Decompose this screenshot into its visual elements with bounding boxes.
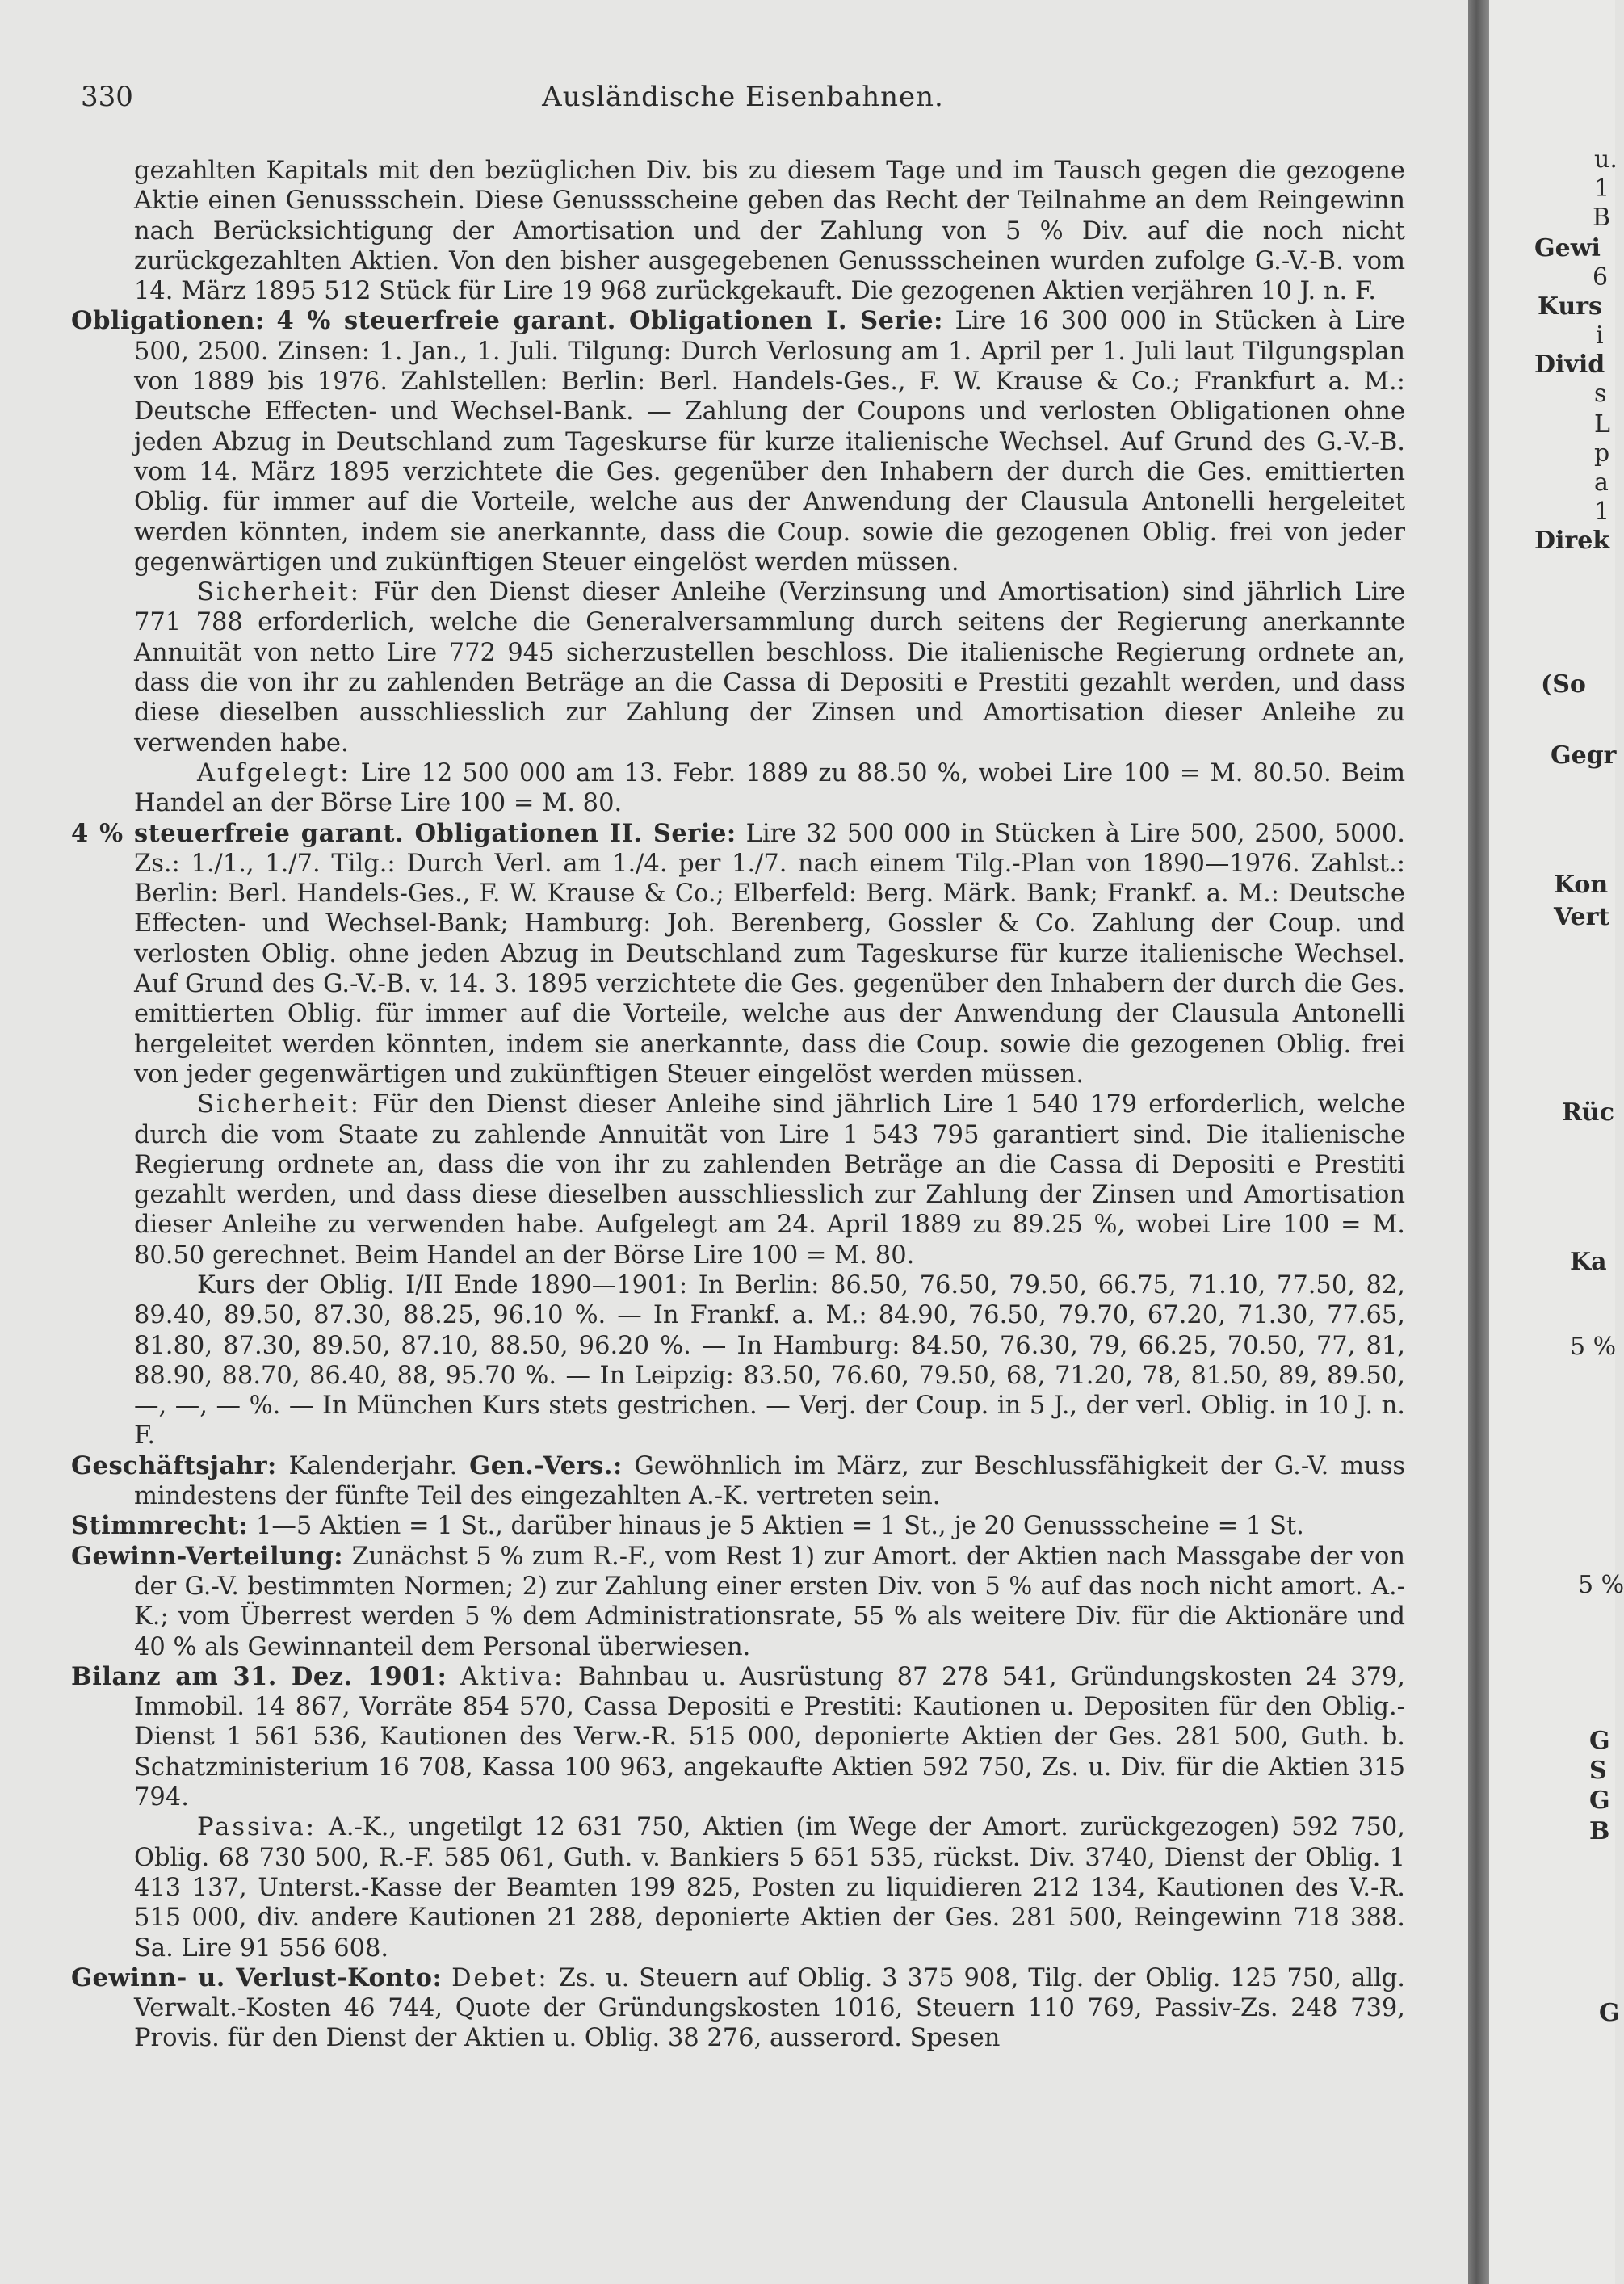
obligationen-serie-2-text: Lire 32 500 000 in Stücken à Lire 500, 2500, 5000. Zs.: 1./1., 1./7. Tilg.: Durch Verl. am 1./4. per 1./7. nach einem Tilg.-Plan von 1890—1976. Zahlst.: Berlin: Berl. Handels-Ges., F. W. Krause & Co.; Elberfeld: Berg. Märk. Bank; Frankf. a. M.: Deutsche Effecten- und Wechsel-Bank; Hamburg: Joh. Berenberg, Gossler & Co. Zahlung der Coup. und verlosten Oblig. ohne jeden Abzug in Deutschland zum Tageskurse für kurze italienische Wechsel. Auf Grund des G.-V.-B. v. 14. 3. 1895 verzichtete die Ges. gegenüber den Inhabern der durch die Ges. emittierten Oblig. für immer auf die Vorteile, welche aus der Anwendung der Clausula Antonelli hergeleitet werden könnten, indem sie anerkannte, dass die Coup. sowie die gezogenen Oblig. frei von jeder gegenwärtigen und zukünftigen Steuer eingelöst werden müssen.: [134, 819, 1406, 1089]
gewinn-verlust-konto-label: Gewinn- u. Verlust-Konto:: [71, 1963, 443, 1992]
page-number: 330: [81, 81, 133, 113]
aktiva-text: Bahnbau u. Ausrüstung 87 278 541, Gründungskosten 24 379, Immobil. 14 867, Vorräte 854 570, Cassa Depositi e Prestiti: Kautionen u. Depositen für den Oblig.-Dienst 1 561 536, Kautionen des Verw.-R. 515 000, deponierte Aktien der Ges. 281 500, Guth. b. Schatzministerium 16 708, Kassa 100 963, angekaufte Aktien 592 750, Zs. u. Div. für die Aktien 315 794.: [134, 1662, 1405, 1812]
facing-page-fragment: L: [1594, 410, 1610, 439]
facing-page-fragment: Ka: [1570, 1248, 1607, 1276]
book-gutter: [1468, 0, 1489, 2284]
facing-page-fragment: Direk: [1534, 527, 1610, 555]
paragraph-gewinn-verteilung: [71, 1542, 1405, 1662]
facing-page-fragment: p: [1594, 439, 1610, 468]
paragraph-obligationen-serie-2: [71, 819, 1405, 1090]
paragraph-genussscheine: gezahlten Kapitals mit den bezüglichen Div. bis zu diesem Tage und im Tausch gegen die gezogene Aktie einen Genussschein. Diese Genussscheine geben das Recht der Teilnahme an dem Reingewinn nach Berücksichtigung der Amortisation und der Zahlung von 5 % Div. auf die noch nicht zurückgezahlten Aktien. Von den bisher ausgegebenen Genussscheinen wurden zufolge G.-V.-B. vom 14. März 1895 512 Stück für Lire 19 968 zurückgekauft. Die gezogenen Aktien verjähren 10 J. n. F.: [134, 157, 1405, 306]
paragraph-kurs: Kurs der Oblig. I/II Ende 1890—1901: In Berlin: 86.50, 76.50, 79.50, 66.75, 71.10, 77.50, 82, 89.40, 89.50, 87.30, 88.25, 96.10 %. — In Frankf. a. M.: 84.90, 76.50, 79.70, 67.20, 71.30, 77.65, 81.80, 87.30, 89.50, 87.10, 88.50, 96.20 %. — In Hamburg: 84.50, 76.30, 79, 66.25, 70.50, 77, 81, 88.90, 88.70, 86.40, 88, 95.70 %. — In Leipzig: 83.50, 76.60, 79.50, 68, 71.20, 78, 81.50, 89, 89.50, —, —, — %. — In München Kurs stets gestrichen. — Verj. der Coup. in 5 J., der verl. Oblig. in 10 J. n. F.: [134, 1270, 1405, 1451]
facing-page-fragment: i: [1596, 321, 1604, 350]
facing-page-fragment: Divid: [1534, 351, 1605, 379]
aktiva-label: Aktiva:: [460, 1662, 565, 1691]
sicherheit-text-2: Für den Dienst dieser Anleihe sind jährlich Lire 1 540 179 erforderlich, welche durch die vom Staate zu zahlende Annuität von Lire 1 543 795 garantiert sind. Die italienische Regierung ordnete an, dass die von ihr zu zahlenden Beträge an die Cassa di Depositi e Prestiti gezahlt werden, und dass diese dieselben ausschliesslich zur Zahlung der Zinsen und Amortisation dieser Anleihe zu verwenden habe. Aufgelegt am 24. April 1889 zu 89.25 %, wobei Lire 100 = M. 80.50 gerechnet. Beim Handel an der Börse Lire 100 = M. 80.: [134, 1090, 1406, 1270]
geschaeftsjahr-text: Kalenderjahr.: [288, 1451, 458, 1480]
geschaeftsjahr-label: Geschäftsjahr:: [71, 1451, 277, 1480]
paragraph-geschaeftsjahr: [71, 1451, 1405, 1512]
facing-page-fragment: 1: [1594, 174, 1610, 203]
paragraph-aufgelegt-1: [71, 758, 1405, 819]
sicherheit-label-2: Sicherheit:: [197, 1090, 361, 1119]
facing-page-fragment: G: [1589, 1786, 1610, 1815]
facing-page-fragment: Kon: [1554, 871, 1609, 899]
running-title: Ausländische Eisenbahnen.: [542, 81, 944, 113]
facing-page-fragment: (So: [1541, 670, 1586, 699]
facing-page-fragment: a: [1594, 468, 1609, 497]
obligationen-serie-2-title: 4 % steuerfreie garant. Obligationen II. Serie:: [71, 818, 736, 848]
aufgelegt-text-1: Lire 12 500 000 am 13. Febr. 1889 zu 88.50 %, wobei Lire 100 = M. 80.50. Beim Handel an der Börse Lire 100 = M. 80.: [134, 758, 1405, 818]
page-header: [81, 81, 1405, 121]
stimmrecht-text: 1—5 Aktien = 1 St., darüber hinaus je 5 Aktien = 1 St., je 20 Genussscheine = 1 St.: [256, 1512, 1304, 1541]
sicherheit-text-1: Für den Dienst dieser Anleihe (Verzinsung und Amortisation) sind jährlich Lire 771 788 erforderlich, welche die Generalversammlung durch seitens der Regierung anerkannte Annuität von netto Lire 772 945 sicherzustellen beschloss. Die italienische Regierung ordnete an, dass die von ihr zu zahlenden Beträge an die Cassa di Depositi e Prestiti gezahlt werden, und dass diese dieselben ausschliesslich zur Zahlung der Zinsen und Amortisation dieser Anleihe zu verwenden habe.: [134, 578, 1405, 758]
gewinn-verteilung-label: Gewinn-Verteilung:: [71, 1541, 344, 1571]
facing-page-fragment: Kurs: [1538, 292, 1602, 321]
gewinn-verteilung-text: Zunächst 5 % zum R.-F., vom Rest 1) zur Amort. der Aktien nach Massgabe der von der G.-V. bestimmten Normen; 2) zur Zahlung einer ersten Div. von 5 % auf das noch nicht amort. A.-K.; vom Überrest werden 5 % dem Administrationsrate, 55 % als weitere Div. für die Aktionäre und 40 % als Gewinnanteil dem Personal überwiesen.: [134, 1542, 1405, 1661]
stimmrecht-label: Stimmrecht:: [71, 1511, 249, 1541]
paragraph-sicherheit-2: [71, 1090, 1405, 1270]
obligationen-heading: Obligationen:: [71, 306, 265, 336]
paragraph-bilanz: [71, 1662, 1405, 1812]
obligationen-serie-1-text: Lire 16 300 000 in Stücken à Lire 500, 2500. Zinsen: 1. Jan., 1. Juli. Tilgung: Durch Verlosung am 1. April per 1. Juli laut Tilgungsplan von 1889 bis 1976. Zahlstellen: Berlin: Berl. Handels-Ges., F. W. Krause & Co.; Frankfurt a. M.: Deutsche Effecten- und Wechsel-Bank. — Zahlung der Coupons und verlosten Obligationen ohne jeden Abzug in Deutschland zum Tageskurse für kurze italienische Wechsel. Auf Grund des G.-V.-B. vom 14. März 1895 verzichtete die Ges. gegenüber den Inhabern der durch die Ges. emittierten Oblig. für immer auf die Vorteile, welche aus der Anwendung der Clausula Antonelli hergeleitet werden könnten, indem sie anerkannte, dass die Coup. sowie die gezogenen Oblig. frei von jeder gegenwärtigen und zukünftigen Steuer eingelöst werden müssen.: [134, 307, 1406, 577]
passiva-label: Passiva:: [197, 1813, 317, 1842]
sicherheit-label-1: Sicherheit:: [197, 578, 361, 607]
facing-page-fragment: Gegr: [1551, 741, 1617, 770]
gewinn-verlust-konto-text: Zs. u. Steuern auf Oblig. 3 375 908, Tilg. der Oblig. 125 750, allg. Verwalt.-Kosten 46 744, Quote der Gründungskosten 1016, Steuern 110 769, Passiv-Zs. 248 739, Provis. für den Dienst der Aktien u. Oblig. 38 276, ausserord. Spesen: [134, 1963, 1406, 2053]
facing-page-edge: [1489, 0, 1624, 2284]
facing-page-fragment: 1: [1594, 498, 1610, 526]
body-text: [71, 156, 1405, 2054]
obligationen-serie-1-title: 4 % steuerfreie garant. Obligationen I. Serie:: [276, 306, 943, 336]
paragraph-obligationen-serie-1: [71, 306, 1405, 577]
bilanz-label: Bilanz am 31. Dez. 1901:: [71, 1661, 447, 1691]
facing-page-fragment: G: [1589, 1727, 1610, 1755]
paragraph-sicherheit-1: [71, 577, 1405, 758]
facing-page-fragment: B: [1593, 204, 1611, 232]
passiva-text: A.-K., ungetilgt 12 631 750, Aktien (im Wege der Amort. zurückgezogen) 592 750, Oblig. 68 730 500, R.-F. 585 061, Guth. v. Bankiers 5 651 535, rückst. Div. 3740, Dienst der Oblig. 1 413 137, Unterst.-Kasse der Beamten 199 825, Posten zu liquidieren 212 134, Kautionen des V.-R. 515 000, div. andere Kautionen 21 288, deponierte Aktien der Ges. 281 500, Reingewinn 718 388. Sa. Lire 91 556 608.: [134, 1813, 1405, 1963]
debet-label: Debet:: [451, 1963, 549, 1992]
facing-page-fragment: u.: [1594, 145, 1618, 174]
facing-page-fragment: Rüc: [1562, 1098, 1615, 1127]
facing-page-fragment: 5 %: [1578, 1571, 1624, 1599]
paragraph-stimmrecht: [71, 1511, 1405, 1541]
facing-page-fragment: Gewi: [1534, 234, 1601, 262]
facing-page-fragment: 6: [1593, 263, 1609, 292]
facing-page-fragment: 5 %: [1570, 1333, 1617, 1361]
gen-vers-text: Gewöhnlich im März, zur Beschlussfähigkeit der G.-V. muss mindestens der fünfte Teil des eingezahlten A.-K. vertreten sein.: [134, 1451, 1405, 1511]
gen-vers-label: Gen.-Vers.:: [469, 1451, 623, 1480]
aufgelegt-label-1: Aufgelegt:: [197, 758, 351, 787]
facing-page-fragment: B: [1589, 1817, 1610, 1845]
paragraph-gewinn-verlust-konto: [71, 1963, 1405, 2054]
facing-page-fragment: S: [1589, 1757, 1607, 1785]
paragraph-passiva: [71, 1812, 1405, 1963]
facing-page-fragment: Vert: [1554, 903, 1610, 931]
facing-page-fragment: s: [1594, 380, 1607, 408]
facing-page-fragment: G: [1599, 1999, 1620, 2027]
